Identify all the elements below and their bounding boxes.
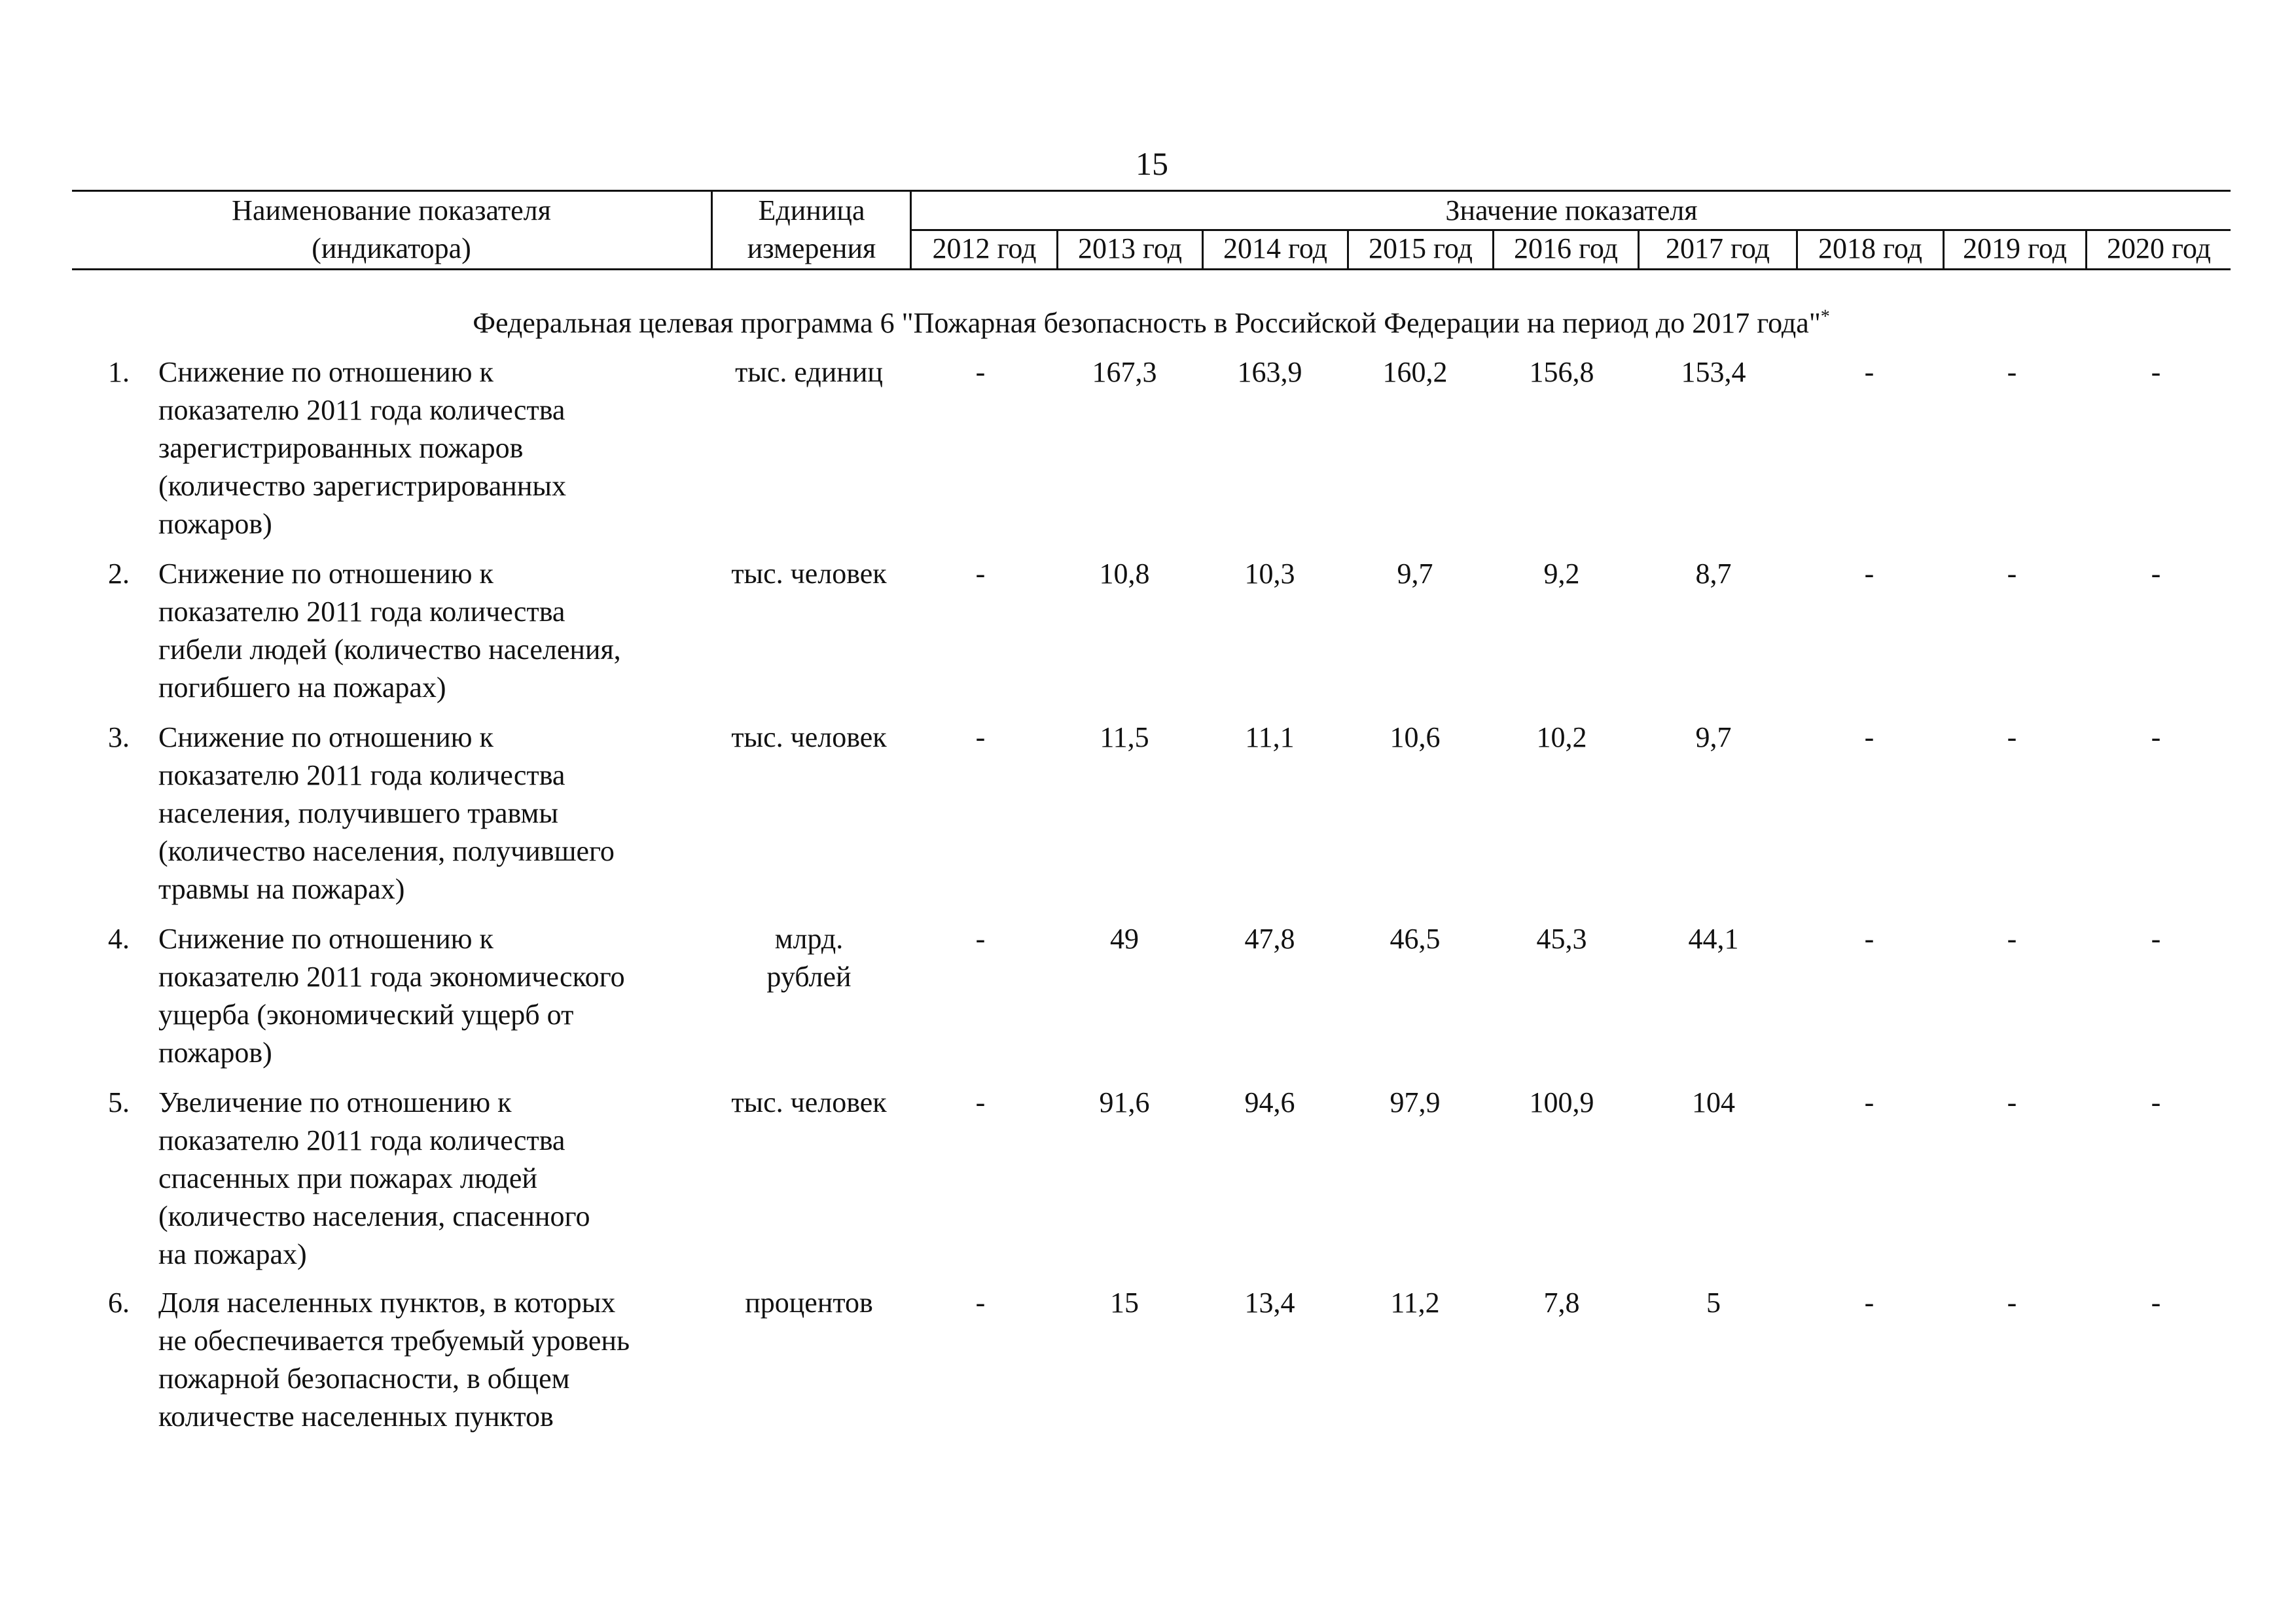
unit-line: тыс. человек (731, 558, 887, 590)
value-2014: 11,1 (1245, 721, 1295, 753)
unit-of-measure (711, 920, 907, 996)
year-header: 2013 год (1077, 232, 1183, 264)
value-2020: - (2151, 923, 2161, 955)
indicator-name-line: на пожарах) (158, 1238, 307, 1270)
value-2015: 11,2 (1390, 1287, 1440, 1319)
indicator-name-line: количестве населенных пунктов (158, 1400, 554, 1433)
value-2013: 15 (1110, 1287, 1139, 1319)
indicator-name-line: не обеспечивается требуемый уровень (158, 1325, 630, 1357)
indicator-name-line: Снижение по отношению к (158, 923, 493, 955)
row-number: 6. (108, 1287, 130, 1319)
value-2018: - (1864, 558, 1874, 590)
indicator-name-line: Увеличение по отношению к (158, 1086, 512, 1118)
value-2020: - (2151, 356, 2161, 388)
indicator-name-line: гибели людей (количество населения, (158, 633, 621, 666)
year-header: 2019 год (1962, 232, 2068, 264)
value-2018: - (1864, 1287, 1874, 1319)
value-2012: - (975, 1086, 986, 1118)
header-unit-line1: Единица (758, 194, 865, 226)
header-bottom-rule (72, 268, 2231, 270)
value-2014: 10,3 (1244, 558, 1295, 590)
unit-of-measure (711, 353, 907, 391)
indicator-name-line: населения, получившего травмы (158, 797, 558, 829)
value-2016: 156,8 (1529, 356, 1594, 388)
year-header: 2017 год (1665, 232, 1770, 264)
indicator-name-line: Снижение по отношению к (158, 721, 493, 753)
indicator-name-line: зарегистрированных пожаров (158, 432, 524, 464)
header-name-line2: (индикатора) (312, 232, 471, 264)
indicator-name (158, 1084, 728, 1274)
indicator-name-line: (количество зарегистрированных (158, 470, 566, 502)
program-title (72, 305, 2231, 342)
value-2019: - (2007, 558, 2017, 590)
row-number: 3. (108, 721, 130, 753)
year-header: 2020 год (2106, 232, 2212, 264)
header-value-title: Значение показателя (1445, 194, 1698, 226)
value-2017: 8,7 (1695, 558, 1732, 590)
unit-of-measure (711, 1284, 907, 1322)
unit-of-measure (711, 1084, 907, 1122)
indicator-name-line: Снижение по отношению к (158, 356, 493, 388)
year-header: 2012 год (932, 232, 1037, 264)
value-2019: - (2007, 1287, 2017, 1319)
indicator-name-line: (количество населения, получившего (158, 835, 615, 867)
value-2013: 49 (1110, 923, 1139, 955)
value-2014: 47,8 (1244, 923, 1295, 955)
header-unit-line2: измерения (747, 232, 876, 264)
value-2013: 11,5 (1100, 721, 1149, 753)
indicator-name (158, 555, 728, 707)
indicator-name-line: спасенных при пожарах людей (158, 1162, 537, 1194)
indicator-name (158, 719, 728, 908)
value-2015: 10,6 (1390, 721, 1441, 753)
indicator-name-line: пожаров) (158, 1037, 272, 1069)
value-2017: 9,7 (1695, 721, 1732, 753)
year-header: 2016 год (1513, 232, 1619, 264)
value-2020: - (2151, 558, 2161, 590)
header-separator-unit (910, 190, 912, 268)
value-2014: 163,9 (1237, 356, 1302, 388)
value-2012: - (975, 721, 986, 753)
footnote-mark: * (1820, 306, 1830, 327)
value-2013: 167,3 (1092, 356, 1157, 388)
row-number: 4. (108, 923, 130, 955)
value-2013: 91,6 (1099, 1086, 1150, 1118)
unit-line: тыс. человек (731, 721, 887, 753)
indicator-name-line: показателю 2011 года количества (158, 759, 565, 791)
indicator-name-line: показателю 2011 года количества (158, 394, 565, 426)
value-2020: - (2151, 1287, 2161, 1319)
value-2015: 160,2 (1382, 356, 1448, 388)
program-title-text: Федеральная целевая программа 6 "Пожарная безопасность в Российской Федерации на период до 2017 года" (473, 307, 1821, 339)
value-2012: - (975, 356, 986, 388)
value-2018: - (1864, 356, 1874, 388)
value-2017: 153,4 (1681, 356, 1746, 388)
value-2019: - (2007, 356, 2017, 388)
value-2015: 97,9 (1390, 1086, 1441, 1118)
header-top-rule (72, 190, 2231, 192)
indicator-name-line: травмы на пожарах) (158, 873, 405, 905)
indicator-name-line: показателю 2011 года количества (158, 596, 565, 628)
value-2012: - (975, 1287, 986, 1319)
value-2013: 10,8 (1099, 558, 1150, 590)
value-2015: 46,5 (1390, 923, 1441, 955)
row-number: 1. (108, 356, 130, 388)
value-2018: - (1864, 1086, 1874, 1118)
unit-of-measure (711, 555, 907, 593)
value-2016: 100,9 (1529, 1086, 1594, 1118)
indicator-name-line: погибшего на пожарах) (158, 671, 446, 704)
year-header: 2018 год (1818, 232, 1923, 264)
value-2012: - (975, 923, 986, 955)
value-2020: - (2151, 1086, 2161, 1118)
year-header: 2015 год (1368, 232, 1473, 264)
indicator-name (158, 353, 728, 543)
value-2016: 10,2 (1536, 721, 1587, 753)
value-2015: 9,7 (1397, 558, 1433, 590)
indicator-name-line: пожарной безопасности, в общем (158, 1363, 570, 1395)
value-2019: - (2007, 721, 2017, 753)
value-2016: 9,2 (1543, 558, 1580, 590)
value-2017: 44,1 (1688, 923, 1739, 955)
page-number: 15 (1136, 145, 1168, 182)
header-separator-name (711, 190, 713, 268)
unit-of-measure (711, 719, 907, 757)
value-2017: 104 (1692, 1086, 1735, 1118)
value-2019: - (2007, 1086, 2017, 1118)
unit-line: млрд. (774, 923, 844, 955)
indicator-name-line: показателю 2011 года экономического (158, 961, 625, 993)
indicator-name-line: пожаров) (158, 508, 272, 540)
indicator-name (158, 920, 728, 1072)
indicator-name (158, 1284, 728, 1436)
indicator-name-line: Снижение по отношению к (158, 558, 493, 590)
value-2016: 7,8 (1543, 1287, 1580, 1319)
value-2017: 5 (1706, 1287, 1721, 1319)
indicator-name-line: ущерба (экономический ущерб от (158, 999, 574, 1031)
value-2018: - (1864, 923, 1874, 955)
value-2014: 13,4 (1244, 1287, 1295, 1319)
indicator-name-line: Доля населенных пунктов, в которых (158, 1287, 616, 1319)
value-2020: - (2151, 721, 2161, 753)
header-name-line1: Наименование показателя (232, 194, 551, 226)
value-2012: - (975, 558, 986, 590)
unit-line: тыс. человек (731, 1086, 887, 1118)
unit-line: процентов (745, 1287, 873, 1319)
year-header: 2014 год (1223, 232, 1328, 264)
value-2018: - (1864, 721, 1874, 753)
row-number: 5. (108, 1086, 130, 1118)
row-number: 2. (108, 558, 130, 590)
indicator-name-line: показателю 2011 года количества (158, 1124, 565, 1156)
value-2014: 94,6 (1244, 1086, 1295, 1118)
indicator-name-line: (количество населения, спасенного (158, 1200, 590, 1232)
value-2019: - (2007, 923, 2017, 955)
unit-line: тыс. единиц (735, 356, 883, 388)
unit-line: рублей (766, 961, 852, 993)
value-2016: 45,3 (1536, 923, 1587, 955)
